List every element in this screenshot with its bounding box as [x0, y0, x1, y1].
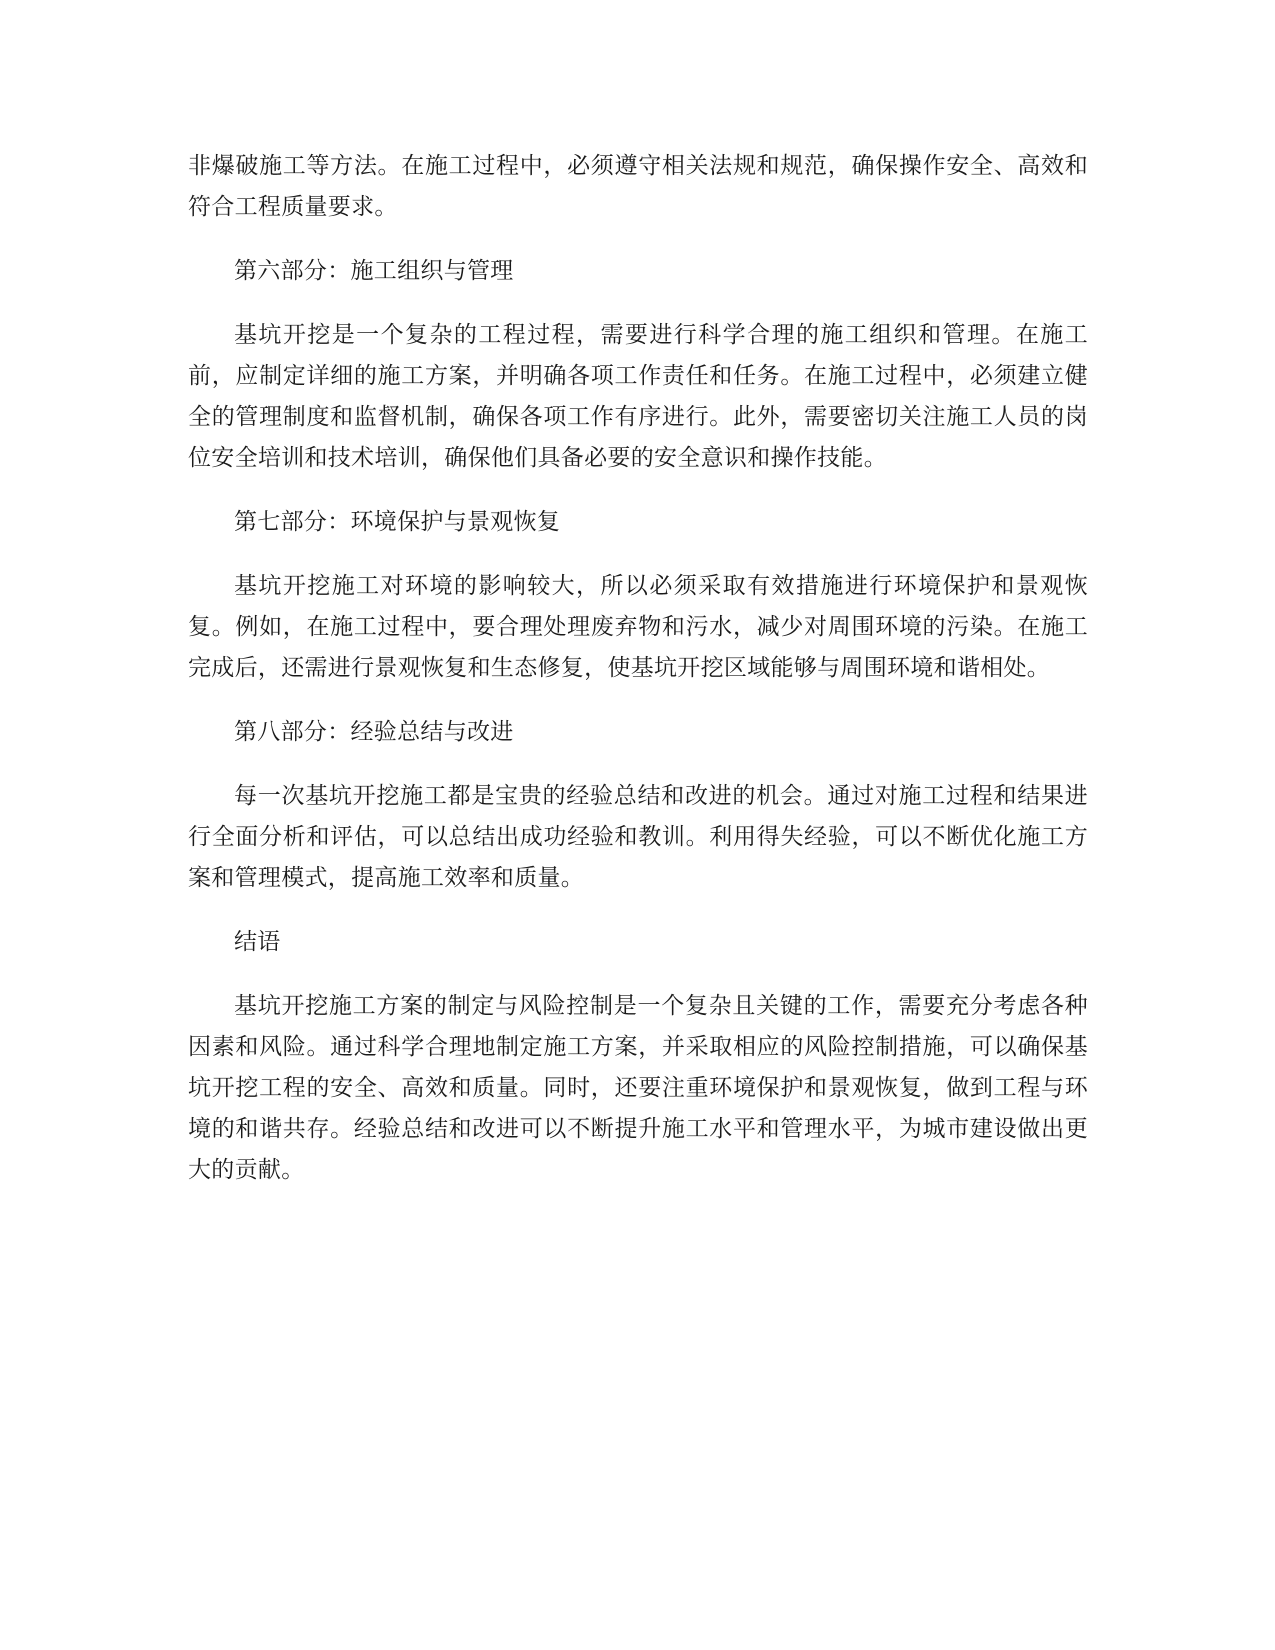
paragraph-experience-summary: 每一次基坑开挖施工都是宝贵的经验总结和改进的机会。通过对施工过程和结果进行全面分析和评估，可以总结出成功经验和教训。利用得失经验，可以不断优化施工方案和管理模式，提高施工效率和质量。 [188, 783, 1088, 891]
paragraph-continued: 非爆破施工等方法。在施工过程中，必须遵守相关法规和规范，确保操作安全、高效和符合工程质量要求。 [188, 153, 1088, 220]
paragraph-conclusion: 基坑开挖施工方案的制定与风险控制是一个复杂且关键的工作，需要充分考虑各种因素和风险。通过科学合理地制定施工方案，并采取相应的风险控制措施，可以确保基坑开挖工程的安全、高效和质量。同时，还要注重环境保护和景观恢复，做到工程与环境的和谐共存。经验总结和改进可以不断提升施工水平和管理水平，为城市建设做出更大的贡献。 [188, 993, 1088, 1183]
paragraph-environment-protection: 基坑开挖施工对环境的影响较大，所以必须采取有效措施进行环境保护和景观恢复。例如，在施工过程中，要合理处理废弃物和污水，减少对周围环境的污染。在施工完成后，还需进行景观恢复和生态修复，使基坑开挖区域能够与周围环境和谐相处。 [188, 573, 1088, 681]
section-heading-part-eight: 第八部分：经验总结与改进 [234, 719, 514, 745]
section-heading-conclusion: 结语 [234, 929, 281, 955]
section-heading-part-seven: 第七部分：环境保护与景观恢复 [234, 509, 561, 535]
document-page [188, 146, 1088, 1214]
paragraph-construction-management: 基坑开挖是一个复杂的工程过程，需要进行科学合理的施工组织和管理。在施工前，应制定详细的施工方案，并明确各项工作责任和任务。在施工过程中，必须建立健全的管理制度和监督机制，确保各项工作有序进行。此外，需要密切关注施工人员的岗位安全培训和技术培训，确保他们具备必要的安全意识和操作技能。 [188, 322, 1088, 471]
section-heading-part-six: 第六部分：施工组织与管理 [234, 258, 514, 284]
